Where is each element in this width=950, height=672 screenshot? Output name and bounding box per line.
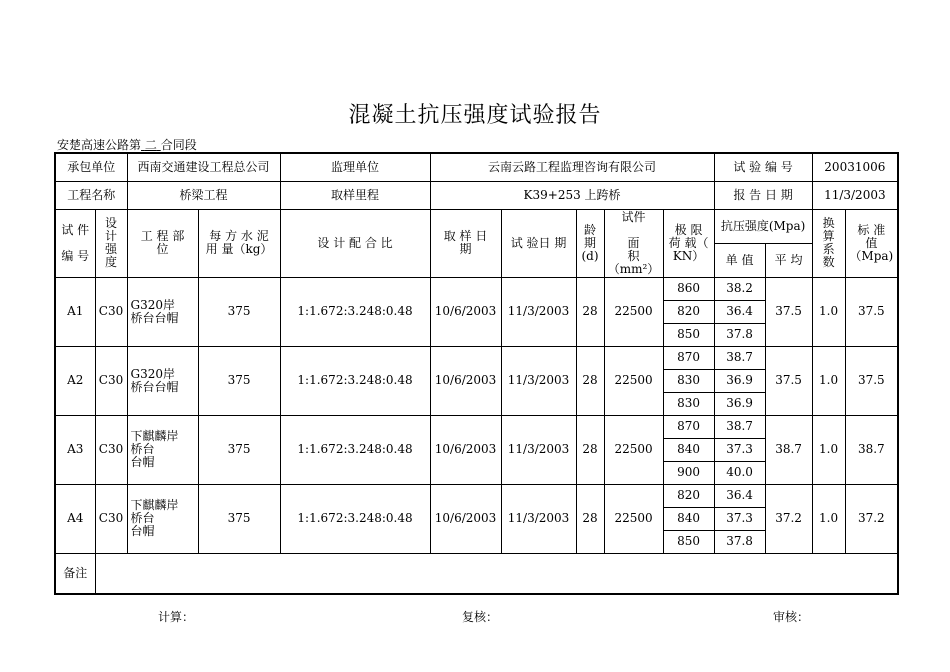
table-row (55, 415, 898, 438)
single-strength: 37.3 (714, 438, 765, 461)
contract-prefix: 安楚高速公路第 (57, 138, 142, 152)
single-strength: 38.2 (714, 277, 765, 300)
sample-date: 10/6/2003 (430, 346, 501, 415)
sample-date: 10/6/2003 (430, 415, 501, 484)
test-no-value: 20031006 (812, 153, 898, 181)
contract-section (57, 136, 197, 153)
ultimate-load: 850 (663, 530, 714, 553)
average-strength: 37.5 (765, 277, 812, 346)
mix-ratio: 1:1.672:3.248:0.48 (280, 484, 430, 553)
footer-audit: 审核： (773, 610, 810, 624)
header-part: 工 程 部 位 (127, 209, 198, 277)
specimen-area: 22500 (604, 415, 663, 484)
cement-amount: 375 (198, 346, 280, 415)
report-title: 混凝土抗压强度试验报告 (348, 103, 602, 128)
single-strength: 36.4 (714, 484, 765, 507)
table-row (55, 346, 898, 369)
contract-number: 二 (144, 138, 157, 152)
project-label: 工程名称 (55, 181, 127, 209)
specimen-area: 22500 (604, 484, 663, 553)
header-single: 单 值 (714, 243, 765, 277)
single-strength: 37.8 (714, 530, 765, 553)
header-factor: 换 算 系 数 (812, 209, 845, 277)
age-days: 28 (576, 484, 604, 553)
cement-amount: 375 (198, 277, 280, 346)
ultimate-load: 860 (663, 277, 714, 300)
design-grade: C30 (95, 415, 127, 484)
ultimate-load: 830 (663, 392, 714, 415)
sampling-label: 取样里程 (280, 181, 430, 209)
table-row (55, 277, 898, 300)
remarks-value (95, 553, 898, 594)
ultimate-load: 820 (663, 300, 714, 323)
average-strength: 38.7 (765, 415, 812, 484)
ultimate-load: 870 (663, 346, 714, 369)
age-days: 28 (576, 346, 604, 415)
header-test-date: 试 验日 期 (501, 209, 576, 277)
design-grade: C30 (95, 346, 127, 415)
report-date-label: 报 告 日 期 (714, 181, 812, 209)
single-strength: 40.0 (714, 461, 765, 484)
project-part: G320岸 桥台台帽 (127, 277, 198, 346)
test-date: 11/3/2003 (501, 277, 576, 346)
average-strength: 37.5 (765, 346, 812, 415)
project-part: 下麒麟岸 桥台 台帽 (127, 484, 198, 553)
header-strength: 抗压强度(Mpa) (714, 209, 812, 243)
project-part: G320岸 桥台台帽 (127, 346, 198, 415)
sample-id: A4 (55, 484, 95, 553)
test-date: 11/3/2003 (501, 346, 576, 415)
conversion-factor: 1.0 (812, 277, 845, 346)
project-value: 桥梁工程 (127, 181, 280, 209)
contractor-value: 西南交通建设工程总公司 (127, 153, 280, 181)
contract-suffix: 合同段 (160, 138, 197, 152)
header-sample-no: 试 件 编 号 (55, 209, 95, 277)
header-sample-date: 取 样 日 期 (430, 209, 501, 277)
sampling-value: K39+253 上跨桥 (430, 181, 714, 209)
standard-value: 37.5 (845, 277, 898, 346)
single-strength: 36.9 (714, 392, 765, 415)
standard-value: 37.2 (845, 484, 898, 553)
sample-id: A2 (55, 346, 95, 415)
ultimate-load: 830 (663, 369, 714, 392)
contractor-label: 承包单位 (55, 153, 127, 181)
single-strength: 36.4 (714, 300, 765, 323)
design-grade: C30 (95, 484, 127, 553)
header-age: 龄 期 (d) (576, 209, 604, 277)
ultimate-load: 840 (663, 507, 714, 530)
test-no-label: 试 验 编 号 (714, 153, 812, 181)
single-strength: 38.7 (714, 346, 765, 369)
supervisor-value: 云南云路工程监理咨询有限公司 (430, 153, 714, 181)
specimen-area: 22500 (604, 277, 663, 346)
design-grade: C30 (95, 277, 127, 346)
mix-ratio: 1:1.672:3.248:0.48 (280, 346, 430, 415)
conversion-factor: 1.0 (812, 484, 845, 553)
supervisor-label: 监理单位 (280, 153, 430, 181)
single-strength: 37.3 (714, 507, 765, 530)
header-load: 极 限 荷 载（ KN） (663, 209, 714, 277)
ultimate-load: 840 (663, 438, 714, 461)
project-part: 下麒麟岸 桥台 台帽 (127, 415, 198, 484)
single-strength: 36.9 (714, 369, 765, 392)
sample-date: 10/6/2003 (430, 484, 501, 553)
header-avg: 平 均 (765, 243, 812, 277)
header-std: 标 准 值 （Mpa) (845, 209, 898, 277)
age-days: 28 (576, 415, 604, 484)
report-table (54, 152, 899, 595)
sample-id: A3 (55, 415, 95, 484)
remarks-label: 备注 (55, 553, 95, 594)
header-mix: 设 计 配 合 比 (280, 209, 430, 277)
conversion-factor: 1.0 (812, 415, 845, 484)
single-strength: 38.7 (714, 415, 765, 438)
ultimate-load: 870 (663, 415, 714, 438)
cement-amount: 375 (198, 484, 280, 553)
conversion-factor: 1.0 (812, 346, 845, 415)
specimen-area: 22500 (604, 346, 663, 415)
mix-ratio: 1:1.672:3.248:0.48 (280, 415, 430, 484)
age-days: 28 (576, 277, 604, 346)
single-strength: 37.8 (714, 323, 765, 346)
average-strength: 37.2 (765, 484, 812, 553)
footer-calc: 计算： (158, 610, 195, 624)
table-row (55, 484, 898, 507)
test-date: 11/3/2003 (501, 484, 576, 553)
sample-date: 10/6/2003 (430, 277, 501, 346)
header-design-strength: 设 计 强 度 (95, 209, 127, 277)
test-date: 11/3/2003 (501, 415, 576, 484)
standard-value: 37.5 (845, 346, 898, 415)
ultimate-load: 820 (663, 484, 714, 507)
footer-review: 复核： (462, 610, 499, 624)
header-area: 试件 面 积 （mm²） (604, 209, 663, 277)
ultimate-load: 900 (663, 461, 714, 484)
report-date-value: 11/3/2003 (812, 181, 898, 209)
mix-ratio: 1:1.672:3.248:0.48 (280, 277, 430, 346)
standard-value: 38.7 (845, 415, 898, 484)
header-cement: 每 方 水 泥 用 量（kg） (198, 209, 280, 277)
sample-id: A1 (55, 277, 95, 346)
cement-amount: 375 (198, 415, 280, 484)
ultimate-load: 850 (663, 323, 714, 346)
